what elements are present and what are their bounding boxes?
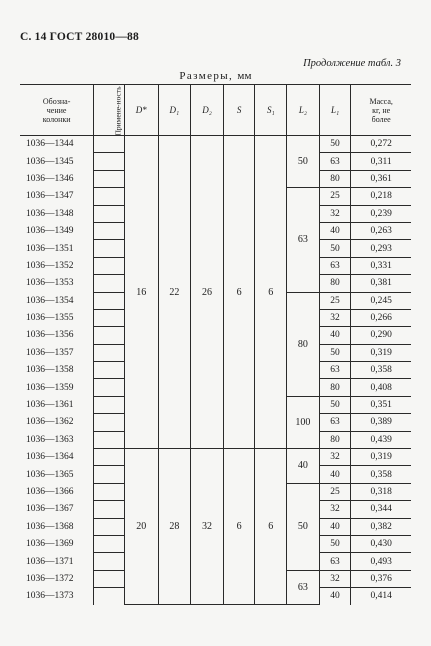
applicability-cell xyxy=(94,362,125,379)
applicability-cell xyxy=(94,275,125,292)
applicability-cell xyxy=(94,153,125,170)
l1-cell: 32 xyxy=(319,449,351,466)
l1-cell: 80 xyxy=(319,379,351,396)
designation-cell: 1036—1349 xyxy=(20,222,94,239)
mass-cell: 0,344 xyxy=(351,501,411,518)
col-designation-line2: чение xyxy=(46,105,67,115)
applicability-cell xyxy=(94,170,125,187)
mass-cell: 0,414 xyxy=(351,588,411,605)
mass-cell: 0,376 xyxy=(351,570,411,587)
l1-cell: 63 xyxy=(319,553,351,570)
designation-cell: 1036—1364 xyxy=(20,449,94,466)
mass-cell: 0,331 xyxy=(351,257,411,274)
mass-cell: 0,358 xyxy=(351,362,411,379)
applicability-cell xyxy=(94,344,125,361)
l1-cell: 40 xyxy=(319,518,351,535)
l1-cell: 50 xyxy=(319,396,351,413)
applicability-cell xyxy=(94,431,125,448)
col-mass-line2: кг, не xyxy=(372,105,391,115)
designation-cell: 1036—1367 xyxy=(20,501,94,518)
dimensions-table xyxy=(20,84,411,605)
l2-cell: 80 xyxy=(287,292,320,396)
mass-cell: 0,493 xyxy=(351,553,411,570)
l1-cell: 32 xyxy=(319,205,351,222)
designation-cell: 1036—1351 xyxy=(20,240,94,257)
mass-cell: 0,408 xyxy=(351,379,411,396)
designation-cell: 1036—1352 xyxy=(20,257,94,274)
l2-cell: 63 xyxy=(287,570,320,604)
l1-cell: 80 xyxy=(319,431,351,448)
l1-cell: 50 xyxy=(319,344,351,361)
designation-cell: 1036—1344 xyxy=(20,136,94,153)
mass-cell: 0,311 xyxy=(351,153,411,170)
mass-cell: 0,319 xyxy=(351,449,411,466)
caption-unit: мм xyxy=(237,70,252,82)
mass-cell: 0,245 xyxy=(351,292,411,309)
col-L1: L₁ xyxy=(319,85,351,136)
group1-D1: 22 xyxy=(158,136,191,449)
designation-cell: 1036—1372 xyxy=(20,570,94,587)
mass-cell: 0,389 xyxy=(351,414,411,431)
applicability-cell xyxy=(94,535,125,552)
l2-cell: 40 xyxy=(287,449,320,484)
l1-cell: 63 xyxy=(319,257,351,274)
continuation-label: Продолжение табл. 3 xyxy=(303,58,401,69)
mass-cell: 0,318 xyxy=(351,483,411,500)
applicability-cell xyxy=(94,501,125,518)
group2-S: 6 xyxy=(223,449,255,605)
designation-cell: 1036—1354 xyxy=(20,292,94,309)
l1-cell: 63 xyxy=(319,414,351,431)
l1-cell: 63 xyxy=(319,153,351,170)
applicability-cell xyxy=(94,257,125,274)
designation-cell: 1036—1345 xyxy=(20,153,94,170)
mass-cell: 0,239 xyxy=(351,205,411,222)
l1-cell: 25 xyxy=(319,292,351,309)
designation-cell: 1036—1348 xyxy=(20,205,94,222)
group2-D1: 28 xyxy=(158,449,191,605)
applicability-cell xyxy=(94,449,125,466)
designation-cell: 1036—1359 xyxy=(20,379,94,396)
col-applicability-label: Примене-ность xyxy=(113,86,123,136)
mass-cell: 0,290 xyxy=(351,327,411,344)
group1-S: 6 xyxy=(223,136,255,449)
mass-cell: 0,358 xyxy=(351,466,411,483)
applicability-cell xyxy=(94,222,125,239)
l1-cell: 50 xyxy=(319,136,351,153)
applicability-cell xyxy=(94,136,125,153)
applicability-cell xyxy=(94,188,125,205)
applicability-cell xyxy=(94,327,125,344)
designation-cell: 1036—1355 xyxy=(20,309,94,326)
designation-cell: 1036—1366 xyxy=(20,483,94,500)
designation-cell: 1036—1369 xyxy=(20,535,94,552)
applicability-cell xyxy=(94,205,125,222)
mass-cell: 0,293 xyxy=(351,240,411,257)
l1-cell: 25 xyxy=(319,188,351,205)
designation-cell: 1036—1356 xyxy=(20,327,94,344)
l1-cell: 40 xyxy=(319,466,351,483)
l2-cell: 50 xyxy=(287,483,320,570)
applicability-cell xyxy=(94,240,125,257)
applicability-cell xyxy=(94,588,125,605)
applicability-cell xyxy=(94,483,125,500)
applicability-cell xyxy=(94,414,125,431)
designation-cell: 1036—1362 xyxy=(20,414,94,431)
mass-cell: 0,319 xyxy=(351,344,411,361)
col-mass-line3: более xyxy=(371,114,391,124)
l1-cell: 32 xyxy=(319,501,351,518)
l2-cell: 100 xyxy=(287,396,320,448)
header-row xyxy=(20,85,411,136)
mass-cell: 0,382 xyxy=(351,518,411,535)
l1-cell: 50 xyxy=(319,535,351,552)
col-S: S xyxy=(223,85,255,136)
group2-D: 20 xyxy=(124,449,158,605)
l1-cell: 63 xyxy=(319,362,351,379)
col-mass xyxy=(351,85,411,136)
mass-cell: 0,263 xyxy=(351,222,411,239)
applicability-cell xyxy=(94,518,125,535)
col-D1: D₁ xyxy=(158,85,191,136)
mass-cell: 0,361 xyxy=(351,170,411,187)
applicability-cell xyxy=(94,396,125,413)
applicability-cell xyxy=(94,570,125,587)
l2-cell: 50 xyxy=(287,136,320,188)
group2-D2: 32 xyxy=(191,449,224,605)
designation-cell: 1036—1365 xyxy=(20,466,94,483)
applicability-cell xyxy=(94,553,125,570)
mass-cell: 0,381 xyxy=(351,275,411,292)
applicability-cell xyxy=(94,466,125,483)
table-row xyxy=(20,136,411,153)
group2-S1: 6 xyxy=(255,449,287,605)
l1-cell: 50 xyxy=(319,240,351,257)
designation-cell: 1036—1373 xyxy=(20,588,94,605)
designation-cell: 1036—1363 xyxy=(20,431,94,448)
col-L2: L₂ xyxy=(287,85,320,136)
applicability-cell xyxy=(94,379,125,396)
designation-cell: 1036—1353 xyxy=(20,275,94,292)
applicability-cell xyxy=(94,292,125,309)
l1-cell: 32 xyxy=(319,309,351,326)
col-designation-line3: колонки xyxy=(42,114,71,124)
col-D2: D₂ xyxy=(191,85,224,136)
l1-cell: 80 xyxy=(319,170,351,187)
col-D: D* xyxy=(124,85,158,136)
group1-S1: 6 xyxy=(255,136,287,449)
l1-cell: 25 xyxy=(319,483,351,500)
col-designation-line1: Обозна- xyxy=(42,96,71,106)
mass-cell: 0,272 xyxy=(351,136,411,153)
mass-cell: 0,430 xyxy=(351,535,411,552)
designation-cell: 1036—1346 xyxy=(20,170,94,187)
col-S1: S₁ xyxy=(255,85,287,136)
designation-cell: 1036—1358 xyxy=(20,362,94,379)
col-designation xyxy=(20,85,94,136)
designation-cell: 1036—1371 xyxy=(20,553,94,570)
applicability-cell xyxy=(94,309,125,326)
l1-cell: 40 xyxy=(319,222,351,239)
l1-cell: 40 xyxy=(319,588,351,605)
col-applicability xyxy=(94,85,125,136)
group1-D: 16 xyxy=(124,136,158,449)
designation-cell: 1036—1357 xyxy=(20,344,94,361)
l1-cell: 80 xyxy=(319,275,351,292)
designation-cell: 1036—1361 xyxy=(20,396,94,413)
caption-text: Размеры, xyxy=(179,70,234,82)
l2-cell: 63 xyxy=(287,188,320,292)
table-row xyxy=(20,449,411,466)
mass-cell: 0,439 xyxy=(351,431,411,448)
mass-cell: 0,351 xyxy=(351,396,411,413)
table-caption xyxy=(0,70,431,82)
designation-cell: 1036—1368 xyxy=(20,518,94,535)
mass-cell: 0,218 xyxy=(351,188,411,205)
mass-cell: 0,266 xyxy=(351,309,411,326)
l1-cell: 40 xyxy=(319,327,351,344)
page-header: С. 14 ГОСТ 28010—88 xyxy=(20,31,139,43)
group1-D2: 26 xyxy=(191,136,224,449)
designation-cell: 1036—1347 xyxy=(20,188,94,205)
col-mass-line1: Масса, xyxy=(369,96,393,106)
l1-cell: 32 xyxy=(319,570,351,587)
